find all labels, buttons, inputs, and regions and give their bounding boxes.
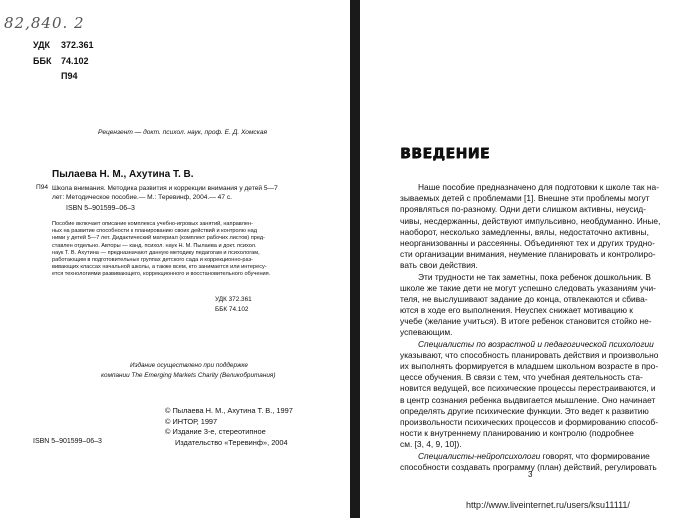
handwritten-mark: 82,840. 2	[4, 14, 85, 32]
description-line: лет: Методическое пособие.— М.: Теревинф, 2004.— 47 с.	[52, 194, 232, 201]
paragraph-line: проявляться по-разному. Одни дети слишком активны, неусид-	[400, 204, 646, 215]
paragraph-line: учебе (желание учиться). В итоге ребенок становится стойко не-	[400, 316, 652, 327]
copyright-line: © Пылаева Н. М., Ахутина Т. В., 1997	[165, 406, 293, 415]
copyright-line: © Издание 3-е, стереотипное	[165, 427, 266, 436]
description	[52, 184, 278, 202]
paragraph-line: указывают, что способность планировать действия и произвольно	[400, 349, 659, 360]
paragraph-line: произвольности психических процессов и формированию способ-	[400, 416, 658, 427]
page-spine	[350, 0, 360, 518]
copyright-block	[165, 406, 293, 448]
paragraph-line: см. [3, 4, 9, 10]).	[400, 439, 462, 450]
paragraph-line: ются в ходе его выполнения. Неуспех снижает мотивацию к	[400, 305, 633, 316]
italic-prefix: Специалисты-нейропсихологи	[418, 450, 541, 461]
annotation-line: Пособие включает описание комплекса учебно-игровых занятий, направлен-	[52, 221, 253, 227]
paragraph-line: Наше пособие предназначено для подготовки к школе так на-	[418, 182, 659, 192]
paragraph-line: способности создавать программу (план) действий, регулировать	[400, 461, 657, 472]
paragraph-line: неорганизованны и рассеянны. Объединяют тех и других трудно-	[400, 237, 655, 248]
bbk-secondary: ББК 74.102	[215, 306, 249, 313]
paragraph-line	[400, 451, 660, 462]
annotation-line: ставлен отдельно. Авторы — канд. психол. наук Н. М. Пылаева и докт. психол.	[52, 242, 257, 249]
paragraph-line: Эти трудности не так заметны, пока ребенок дошкольник. В	[418, 271, 651, 282]
right-page	[360, 0, 700, 518]
watermark-url: http://www.liveinternet.ru/users/ksu11111/	[466, 500, 630, 510]
description-line: Школа внимания. Методика развития и коррекции внимания у детей 5—7	[52, 185, 278, 192]
code-box: П94	[61, 71, 78, 81]
annotation-line: ется технологиями развивающего, коррекционного и восстановительного обучения.	[52, 271, 271, 278]
paragraph-line: наоборот, несколько замедленны, вялы, недостаточно активны,	[400, 226, 649, 237]
copyright-line: Издательство «Теревинф», 2004	[175, 437, 288, 447]
annotation-line: наук Т. В. Ахутина — предназначают данную методику педагогам и психологам,	[52, 249, 260, 256]
udk-label: УДК	[33, 40, 51, 50]
annotation-line: работающим в подготовительных группах детского сада и коррекционно-раз-	[52, 256, 254, 263]
page-number: 3	[528, 470, 533, 479]
annotation-line: ных на развитие способности к планированию своих действий и контролю над	[52, 228, 258, 235]
line-rest: говорят, что формирование	[540, 450, 650, 461]
paragraph-line: вать свои действия.	[400, 260, 478, 271]
isbn: ISBN 5–901599–06–3	[66, 205, 135, 212]
copyright-line: © ИНТОР, 1997	[165, 416, 218, 426]
bbk-label: ББК	[33, 56, 52, 66]
paragraph-line: успевающим.	[400, 327, 453, 338]
paragraph-line: в центр сознания ребенка выдвигается мышление. Оно начинает	[400, 394, 656, 405]
reviewer-line: Рецензент — докт. психол. наук, проф. Е. Д. Хомская	[98, 129, 268, 136]
paragraph-line: школе же такие дети не могут успешно следовать указаниям учи-	[400, 282, 656, 293]
annotation-line: ними у детей 5—7 лет. Дидактический материал (комплект рабочих листов) пред-	[52, 235, 265, 242]
annotation-line: вивающих классах начальной школы, а также всем, кто занимается или интересу-	[52, 264, 267, 271]
paragraph-line: их выполнять формируется в младшем школьном возрасте в про-	[400, 361, 659, 371]
paragraph-line: определять другие психические функции. Это ведет к развитию	[400, 405, 649, 416]
paragraph-line: Специалисты по возрастной и педагогической психологии	[418, 338, 654, 349]
annotation	[52, 221, 270, 279]
code-margin: П94	[36, 184, 49, 191]
sponsor-line: Издание осуществлено при поддержке	[130, 362, 248, 369]
isbn-bottom: ISBN 5–901599–06–3	[33, 438, 102, 445]
udk-secondary: УДК 372.361	[215, 296, 252, 303]
body-text	[400, 182, 660, 473]
udk-value: 372.361	[61, 40, 94, 50]
authors: Пылаева Н. М., Ахутина Т. В.	[52, 169, 194, 180]
bbk-value: 74.102	[61, 56, 89, 66]
paragraph-line: чивы, несдержанны, действуют импульсивно, необдуманно. Иные,	[400, 215, 661, 226]
paragraph-line: сти организации внимания, неумение планировать и контролиро-	[400, 249, 656, 260]
paragraph-line: ности к внутреннему планированию и контролю (подробнее	[400, 428, 634, 439]
sponsor-line: компании The Emerging Markets Charity (Великобритания)	[101, 372, 276, 379]
paragraph-line: новится ведущей, все психические процессы перестраиваются, и	[400, 383, 656, 394]
paragraph-line: теля, не выслушивают задание до конца, отвлекаются и сбива-	[400, 293, 648, 304]
paragraph-line: зываемых детей с проблемами [1]. Внешне эти проблемы могут	[400, 193, 650, 204]
page-heading: ВВЕДЕНИЕ	[400, 146, 490, 162]
paragraph-line: цессе обучения. В связи с тем, что учебная деятельность ста-	[400, 372, 643, 383]
